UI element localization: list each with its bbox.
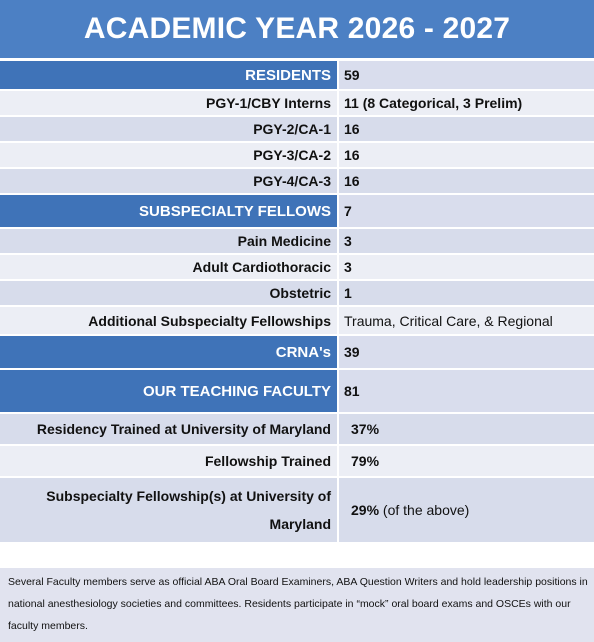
residents-value: 59 (338, 61, 594, 90)
row-value: 16 (338, 116, 594, 142)
row-label: PGY-1/CBY Interns (0, 90, 338, 116)
row-value-percent: 29% (351, 502, 380, 518)
table-row (0, 142, 594, 168)
row-value: 3 (338, 254, 594, 280)
statistics-table (0, 61, 594, 544)
row-value (338, 477, 594, 543)
table-row (0, 306, 594, 335)
table-row (0, 280, 594, 306)
row-value: 16 (338, 142, 594, 168)
residents-header-row (0, 61, 594, 90)
table-row (0, 254, 594, 280)
row-value: 16 (338, 168, 594, 194)
row-label: Adult Cardiothoracic (0, 254, 338, 280)
table-row (0, 445, 594, 477)
table-row (0, 90, 594, 116)
crna-value: 39 (338, 335, 594, 369)
row-label: Residency Trained at University of Maryland (0, 413, 338, 445)
row-value: 11 (8 Categorical, 3 Prelim) (338, 90, 594, 116)
row-label: Pain Medicine (0, 228, 338, 254)
row-value-note: (of the above) (379, 502, 470, 518)
table-row (0, 413, 594, 445)
fellows-value: 7 (338, 194, 594, 228)
row-label: Obstetric (0, 280, 338, 306)
row-value: 37% (338, 413, 594, 445)
row-label: Additional Subspecialty Fellowships (0, 306, 338, 335)
table-row (0, 116, 594, 142)
crna-header-row (0, 335, 594, 369)
row-label: Fellowship Trained (0, 445, 338, 477)
row-value: 3 (338, 228, 594, 254)
fellows-label: SUBSPECIALTY FELLOWS (0, 194, 338, 228)
row-value: Trauma, Critical Care, & Regional (338, 306, 594, 335)
residents-label: RESIDENTS (0, 61, 338, 90)
faculty-header-row (0, 369, 594, 413)
row-value: 79% (338, 445, 594, 477)
row-label: PGY-2/CA-1 (0, 116, 338, 142)
row-label: Subspecialty Fellowship(s) at University of Maryland (0, 477, 338, 543)
table-row (0, 228, 594, 254)
table-row (0, 477, 594, 543)
faculty-value: 81 (338, 369, 594, 413)
footnote: Several Faculty members serve as official ABA Oral Board Examiners, ABA Question Writers and hold leadership positions in national anesthesiology societies and committees. Residents participate in “mock” oral board exams and OSCEs with our faculty members. (0, 568, 594, 642)
row-label: PGY-4/CA-3 (0, 168, 338, 194)
faculty-label: OUR TEACHING FACULTY (0, 369, 338, 413)
row-label: PGY-3/CA-2 (0, 142, 338, 168)
page-title: ACADEMIC YEAR 2026 - 2027 (0, 0, 594, 58)
fellows-header-row (0, 194, 594, 228)
crna-label: CRNA's (0, 335, 338, 369)
row-value: 1 (338, 280, 594, 306)
table-row (0, 168, 594, 194)
